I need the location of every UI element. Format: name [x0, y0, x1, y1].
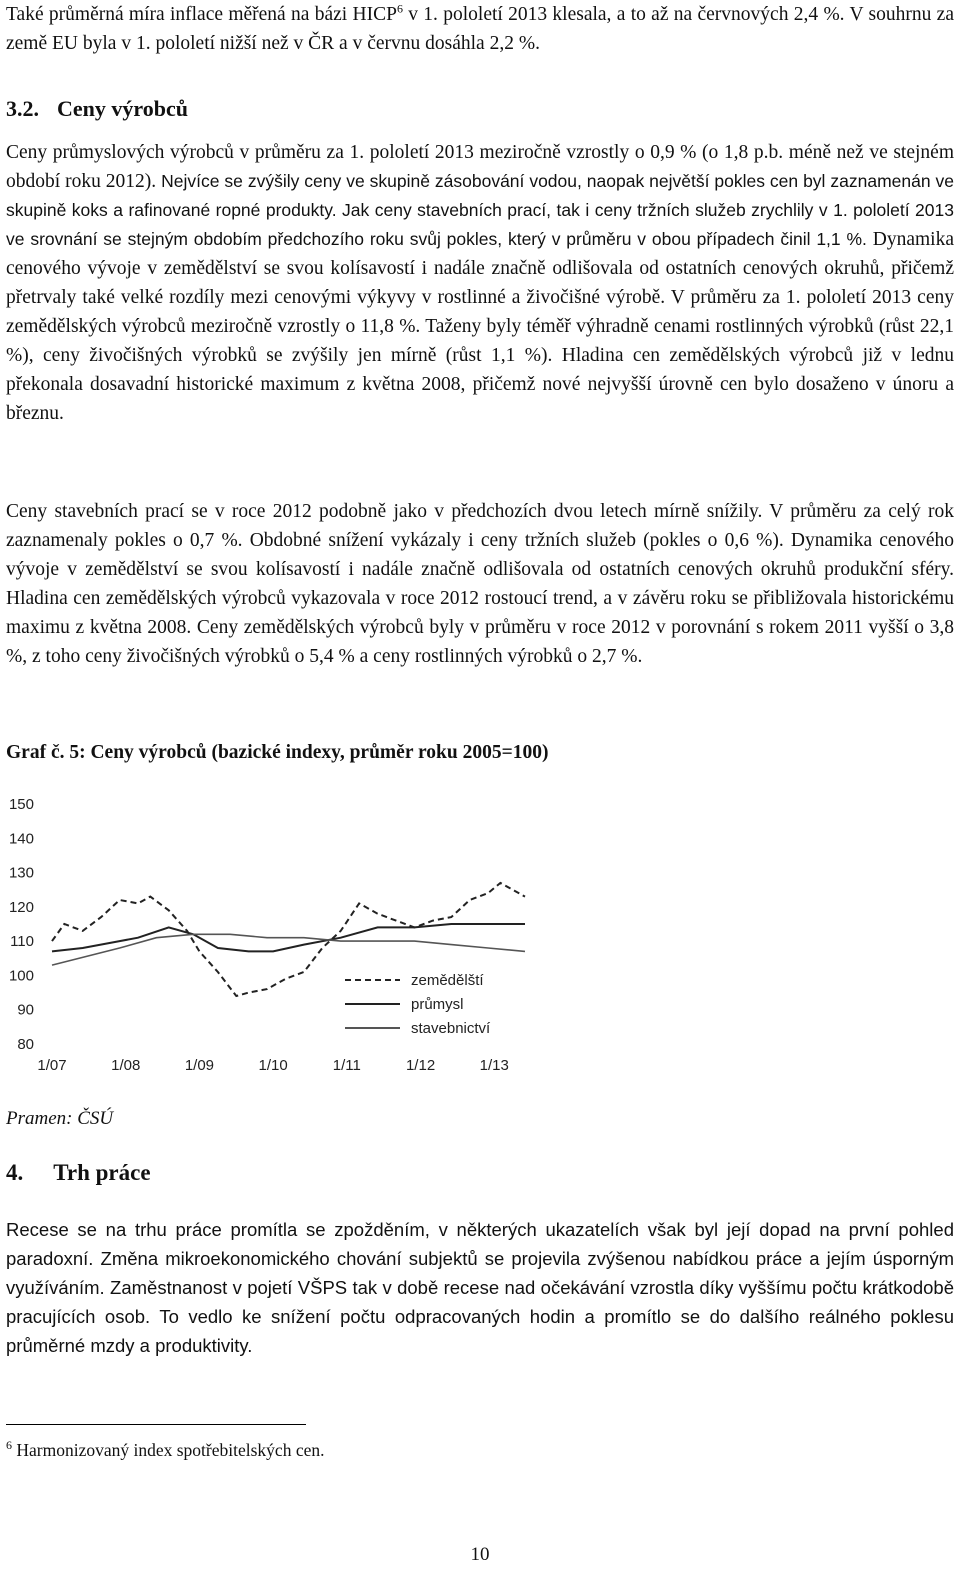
x-tick-label: 1/09 — [184, 1057, 215, 1074]
x-tick-label: 1/11 — [332, 1057, 361, 1074]
x-tick-label: 1/12 — [405, 1057, 436, 1074]
y-tick-label: 120 — [8, 898, 34, 916]
chart-caption: Graf č. 5: Ceny výrobců (bazické indexy, průměr roku 2005=100) — [6, 742, 549, 763]
footnote-divider — [6, 1424, 306, 1425]
chart-legend — [345, 972, 491, 1037]
paragraph-inflation — [6, 0, 954, 58]
paragraph-construction-prices: Ceny stavebních prací se v roce 2012 podobně jako v předchozích dvou letech mírně snížily. V průměru za celý rok zaznamenaly pokles o 0,7 %. Obdobné snížení vykázaly i ceny tržních služeb (pokles o 0,6 %). Dynamika cenového vývoje v zemědělství se svou kolísavostí i nadále značně odlišovala od ostatních cenových okruhů produkční sféry. Hladina cen zemědělských výrobců vykazovala v roce 2012 rostoucí trend, a v závěru roku se přibližovala historickému maximu z května 2008. Ceny zemědělských výrobců byly v průměru v roce 2012 v porovnání s rokem 2011 vyšší o 3,8 %, z toho ceny živočišných výrobků o 5,4 % a ceny rostlinných výrobků o 2,7 %. — [6, 501, 954, 667]
y-tick-label: 90 — [17, 1001, 34, 1019]
section-number: 3.2. — [6, 96, 39, 121]
text-part: Také průměrná míra inflace měřená na bázi HICP — [6, 4, 397, 25]
y-tick-label: 110 — [10, 933, 34, 951]
footnote-mark: 6 — [6, 1438, 12, 1453]
text-part: Dynamika cenového vývoje v zemědělství se svou kolísavostí i nadále značně odlišovala od ostatních cenových okruhů, přičemž přetrvaly také velké rozdíly mezi cenovými výkyvy v rostlinné a živočišné výrobě. V průměru za 1. pololetí 2013 ceny zemědělských výrobců meziročně vzrostly o 11,8 %. Taženy byly téměř výhradně cenami rostlinných výrobků (růst 22,1 %), ceny živočišných výrobků se zvýšily jen mírně (růst 1,1 %). Hladina cen zemědělských výrobců již v lednu překonala dosavadní historické maximum z května 2008, přičemž nové nejvyšší úrovně cen bylo dosaženo v únoru a březnu. — [6, 229, 954, 424]
footnote-ref[interactable]: 6 — [396, 1, 403, 16]
series-line-2 — [52, 934, 525, 965]
y-tick-label: 80 — [17, 1036, 34, 1053]
producer-prices-chart — [0, 792, 560, 1082]
y-tick-label: 140 — [8, 830, 34, 848]
y-tick-label: 130 — [8, 864, 34, 882]
section-number: 4. — [6, 1160, 24, 1185]
x-tick-label: 1/07 — [37, 1057, 67, 1074]
paragraph-labour-market: Recese se na trhu práce promítla se zpožděním, v některých ukazatelích však byl její dopad na první pohled paradoxní. Změna mikroekonomického chování subjektů se projevila zvýšenou nabídkou práce a jejím úsporným využíváním. Zaměstnanost v pojetí VŠPS tak v době recese nad očekávání vzrostla díky vyššímu počtu krátkodobě pracujících osob. To vedlo ke snížení počtu odpracovaných hodin a promítlo se do dalšího reálného poklesu průměrné mzdy a produktivity. — [6, 1219, 954, 1356]
section-heading-producer-prices — [6, 96, 188, 122]
legend-label: stavebnictví — [411, 1020, 491, 1037]
y-tick-label: 150 — [8, 796, 34, 813]
legend-label: zemědělští — [411, 972, 484, 989]
section-title: Ceny výrobců — [57, 96, 188, 121]
footnote-text: Harmonizovaný index spotřebitelských cen. — [12, 1440, 325, 1460]
section-heading-labour-market — [6, 1160, 151, 1186]
x-tick-label: 1/10 — [258, 1057, 288, 1074]
text-part: v 1. pololetí 2013 klesala, a to až na červnových 2,4 %. V souhrnu za země EU byla v 1. pololetí nižší než v ČR a v červnu dosáhla 2,2 %. — [6, 4, 954, 54]
legend-label: průmysl — [411, 996, 464, 1013]
text-part: Ceny průmyslových výrobců v průměru za 1. pololetí 2013 meziročně vzrostly o 0,9 % (o 1,8 p.b. méně než ve stejném období roku 2012). — [6, 142, 954, 192]
section-title: Trh práce — [53, 1160, 151, 1185]
y-tick-label: 100 — [8, 967, 34, 985]
source-note: Pramen: ČSÚ — [6, 1108, 114, 1129]
x-tick-label: 1/13 — [479, 1057, 509, 1074]
page-number: 10 — [470, 1544, 490, 1565]
text-part: Nejvíce se zvýšily ceny ve skupině zásobování vodou, naopak největší pokles cen byl zaznamenán ve skupině koks a rafinované ropné produkty. Jak ceny stavebních prací, tak i ceny tržních služeb zrychlily v 1. pololetí 2013 ve srovnání se stejným obdobím předchozího roku svůj pokles, který v průměru v obou případech činil 1,1 %. — [6, 171, 955, 249]
footnote — [6, 1440, 324, 1461]
paragraph-producer-prices — [6, 138, 954, 428]
x-tick-label: 1/08 — [111, 1057, 141, 1074]
